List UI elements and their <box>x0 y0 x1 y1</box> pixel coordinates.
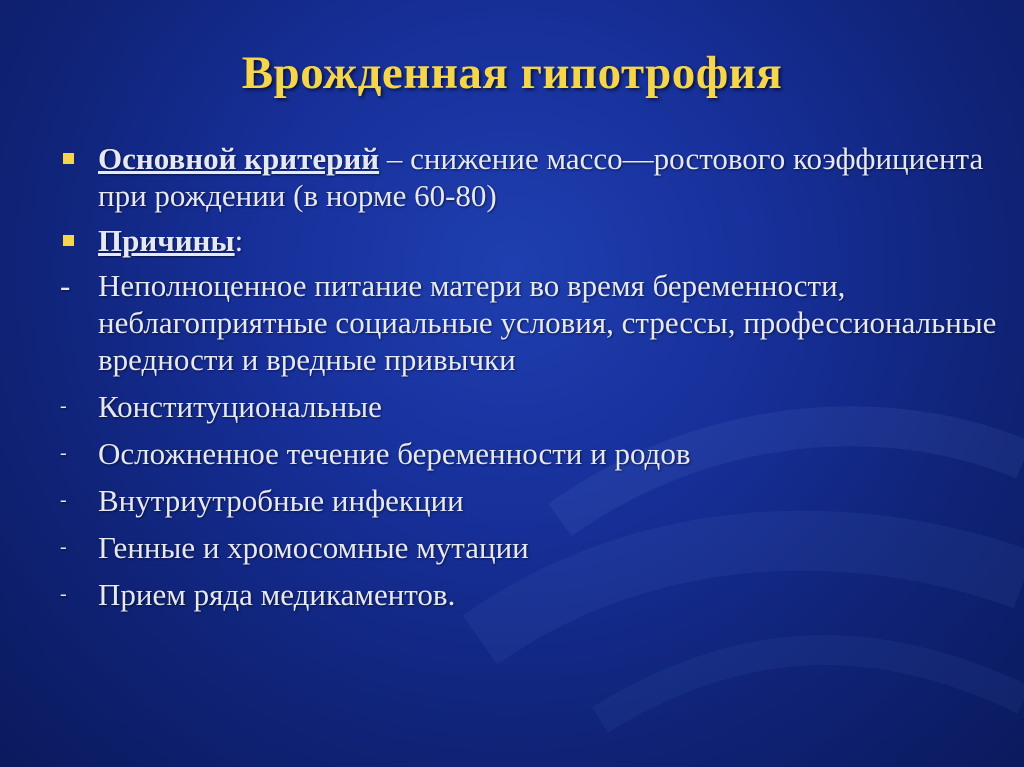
dash-marker: - <box>60 442 67 464</box>
dash-marker: - <box>60 268 71 303</box>
criterion-text: – снижение массо—ростового коэффициента при рождении (в норме 60-80) <box>98 141 984 213</box>
dash-marker: - <box>60 395 67 417</box>
cause-item <box>60 529 1010 566</box>
causes-heading <box>60 222 1010 259</box>
slide-title: Врожденная гипотрофия <box>241 47 783 99</box>
causes-suffix: : <box>234 223 244 258</box>
cause-text: Неполноценное питание матери во время беременности, неблагоприятные социальные условия, стрессы, профессиональные вредности и вредные привычки <box>98 268 997 377</box>
dash-marker: - <box>60 536 67 558</box>
criterion-item <box>60 140 1010 214</box>
cause-text: Осложненное течение беременности и родов <box>98 436 691 471</box>
cause-item <box>60 435 1010 472</box>
slide-content <box>60 140 1010 623</box>
criterion-label: Основной критерий <box>98 141 380 176</box>
cause-text: Внутриутробные инфекции <box>98 483 464 518</box>
cause-item <box>60 388 1010 425</box>
dash-marker: - <box>60 489 67 511</box>
cause-item <box>60 267 1010 378</box>
square-bullet-icon <box>63 235 74 246</box>
cause-text: Генные и хромосомные мутации <box>98 530 529 565</box>
square-bullet-icon <box>63 153 74 164</box>
cause-text: Прием ряда медикаментов. <box>98 577 456 612</box>
cause-item <box>60 482 1010 519</box>
cause-text: Конституциональные <box>98 389 382 424</box>
cause-item <box>60 576 1010 613</box>
dash-marker: - <box>60 583 67 605</box>
causes-label: Причины <box>98 223 235 258</box>
